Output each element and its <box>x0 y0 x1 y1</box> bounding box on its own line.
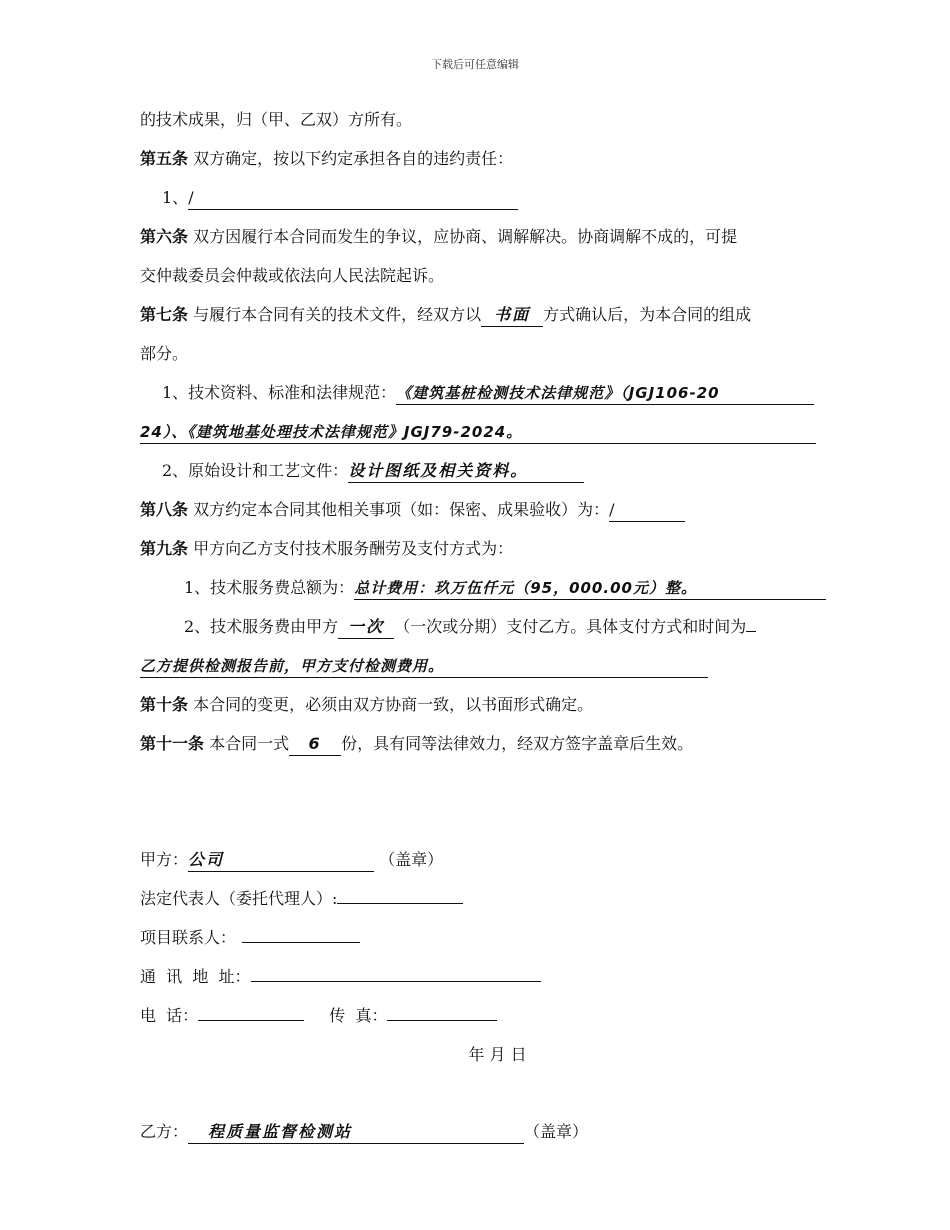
article-10-text: 本合同的变更，必须由双方协商一致，以书面形式确定。 <box>193 695 594 714</box>
article-5-label: 第五条 <box>140 149 189 168</box>
article-11 <box>140 732 693 756</box>
paragraph-ownership: 的技术成果，归（甲、乙双）方所有。 <box>140 110 413 129</box>
payment-blank <box>746 631 756 632</box>
article-6-cont: 交仲裁委员会仲裁或依法向人民法院起诉。 <box>140 266 445 285</box>
article-7-label: 第七条 <box>140 305 189 324</box>
contact-field <box>242 942 360 943</box>
phone-label: 电 话： <box>140 1006 199 1025</box>
article-8-text: 双方约定本合同其他相关事项（如：保密、成果验收）为： <box>193 500 610 519</box>
fax-field <box>387 1020 497 1021</box>
party-b-label: 乙方： <box>140 1122 189 1141</box>
party-a-date: 年 月 日 <box>468 1045 527 1064</box>
party-a-address <box>140 965 541 989</box>
address-label: 通 讯 地 址： <box>140 967 251 986</box>
article-6 <box>140 225 737 249</box>
article-9-label: 第九条 <box>140 539 189 558</box>
party-a-name-field: 公司 <box>188 849 374 872</box>
article-9-item-2-cont <box>140 654 708 678</box>
phone-field <box>198 1020 304 1021</box>
item-prefix: 2、原始设计和工艺文件： <box>162 461 349 480</box>
article-7 <box>140 303 751 327</box>
item-prefix: 2、技术服务费由甲方 <box>184 617 339 636</box>
article-7-item-2 <box>162 459 584 483</box>
article-7-item-1-cont <box>140 420 816 444</box>
party-a-seal: （盖章） <box>379 850 444 869</box>
breach-liability-field: / <box>188 187 518 210</box>
payment-method-field: 乙方提供检测报告前，甲方支付检测费用。 <box>140 655 708 678</box>
item-prefix: 1、技术服务费总额为： <box>184 578 355 597</box>
article-8 <box>140 498 685 522</box>
article-6-label: 第六条 <box>140 227 189 246</box>
party-b-name-field: 程质量监督检测站 <box>188 1121 524 1144</box>
total-fee-field: 总计费用：玖万伍仟元（95，000.00元）整。 <box>354 577 826 600</box>
article-9-text: 甲方向乙方支付技术服务酬劳及支付方式为： <box>193 539 514 558</box>
article-7-cont: 部分。 <box>140 344 189 363</box>
article-9 <box>140 537 513 561</box>
article-10-label: 第十条 <box>140 695 189 714</box>
party-a-label: 甲方： <box>140 850 189 869</box>
article-5-text: 双方确定，按以下约定承担各自的违约责任： <box>193 149 514 168</box>
article-9-item-2 <box>184 615 756 639</box>
design-docs-field: 设计图纸及相关资料。 <box>348 460 584 483</box>
party-a-representative <box>140 887 463 911</box>
article-11-label: 第十一条 <box>140 734 205 753</box>
address-field <box>251 981 541 982</box>
article-11-text: 本合同一式 <box>209 734 290 753</box>
representative-field <box>337 903 463 904</box>
standards-field: 《建筑基桩检测技术法律规范》（JGJ106-20 <box>396 382 814 405</box>
contact-label: 项目联系人： <box>140 928 237 947</box>
item-prefix: 1、 <box>162 188 189 207</box>
payment-text: （一次或分期）支付乙方。具体支付方式和时间为 <box>394 617 747 636</box>
article-5-item-1 <box>162 186 518 210</box>
article-10 <box>140 693 593 717</box>
item-prefix: 1、技术资料、标准和法律规范： <box>162 383 397 402</box>
article-5 <box>140 147 513 171</box>
confirm-method-field: 书面 <box>481 304 543 327</box>
page-header: 下载后可任意编辑 <box>431 58 519 71</box>
representative-label: 法定代表人（委托代理人）: <box>140 889 338 908</box>
article-7-text: 与履行本合同有关的技术文件，经双方以 <box>193 305 482 324</box>
party-b-seal: （盖章） <box>524 1122 589 1141</box>
standards-field-cont: 24）、《建筑地基处理技术法律规范》JGJ79-2024。 <box>140 421 816 444</box>
party-b <box>140 1120 588 1144</box>
party-a-contact <box>140 926 360 950</box>
article-8-label: 第八条 <box>140 500 189 519</box>
payment-frequency-field: 一次 <box>338 616 394 639</box>
party-a <box>140 848 443 872</box>
fax-label: 传 真： <box>329 1006 388 1025</box>
article-11-text-after: 份，具有同等法律效力，经双方签字盖章后生效。 <box>341 734 694 753</box>
article-6-text: 双方因履行本合同而发生的争议，应协商、调解解决。协商调解不成的，可提 <box>193 227 738 246</box>
other-matters-field: / <box>609 499 685 522</box>
article-9-item-1 <box>184 576 826 600</box>
copies-field: 6 <box>289 733 341 756</box>
article-7-item-1 <box>162 381 814 405</box>
article-7-text-after: 方式确认后，为本合同的组成 <box>543 305 752 324</box>
party-a-phone-fax <box>140 1004 497 1028</box>
